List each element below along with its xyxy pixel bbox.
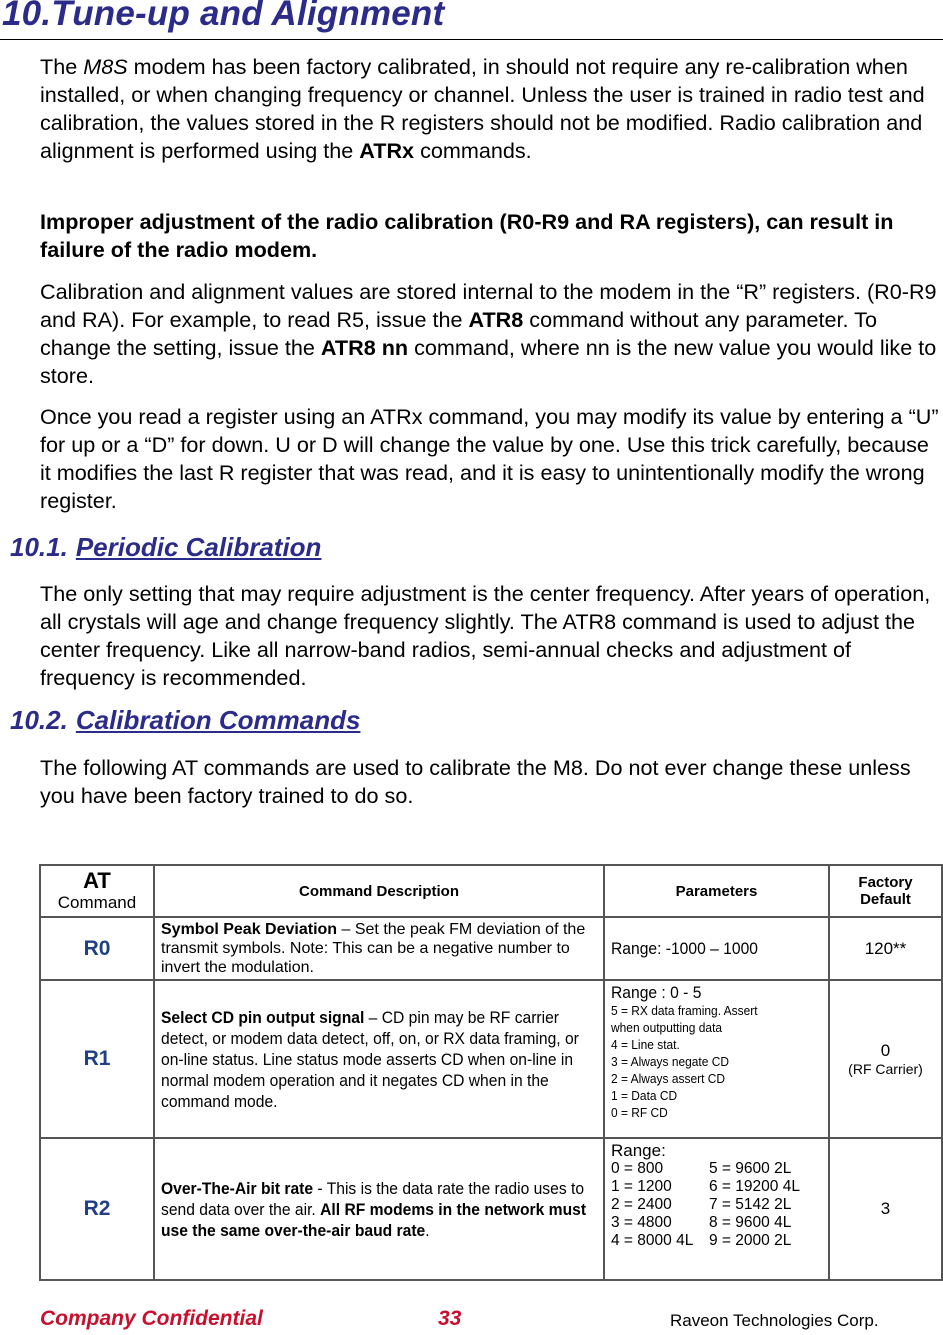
subsection-number: 10.2. (10, 705, 68, 735)
section-heading (0, 0, 943, 40)
table-row (40, 980, 942, 1138)
subsection-heading-1 (10, 532, 321, 563)
register-code: R1 (40, 980, 154, 1138)
subsection-heading-2 (10, 705, 360, 736)
header-parameters: Parameters (604, 865, 829, 917)
calibration-commands-text: The following AT commands are used to calibrate the M8. Do not ever change these unless you have been factory trained to do so. (40, 755, 911, 808)
intro-paragraph-4: Once you read a register using an ATRx command, you may modify its value by entering a “U” for up or a “D” for down. U or D will change the value by one. Use this trick carefully, because it modifies the last R register that was read, and it is easy to unintentionally modify the wrong register. (40, 404, 939, 513)
register-parameters: Range: -1000 – 1000 (604, 917, 829, 980)
command-atrx: ATRx (359, 138, 415, 163)
register-description: Over-The-Air bit rate - This is the data rate the radio uses to send data over the air. All RF modems in the network must use the same over-the-air baud rate. (154, 1138, 604, 1280)
table-row (40, 1138, 942, 1280)
header-factory-default: Factory Default (829, 865, 942, 917)
register-default: 0 (RF Carrier) (829, 980, 942, 1138)
footer-confidential: Company Confidential (40, 1307, 263, 1330)
periodic-calibration-text: The only setting that may require adjustment is the center frequency. After years of operation, all crystals will age and change frequency slightly. The ATR8 command is used to adjust the center frequency. Like all narrow-band radios, semi-annual checks and adjustment of frequency is recommended. (40, 581, 931, 690)
register-code: R2 (40, 1138, 154, 1280)
footer-company: Raveon Technologies Corp. (670, 1311, 879, 1330)
page-number: 33 (438, 1307, 462, 1330)
register-default: 120** (829, 917, 942, 980)
register-default: 3 (829, 1138, 942, 1280)
command-atr8-nn: ATR8 nn (320, 335, 409, 360)
register-description: Symbol Peak Deviation – Set the peak FM deviation of the transmit symbols. Note: This can be a negative number to invert the modulation. (154, 917, 604, 980)
model-name: M8S (83, 54, 128, 79)
page-footer (0, 1307, 943, 1335)
table-header-row (40, 865, 942, 917)
register-code: R0 (40, 917, 154, 980)
subsection-number: 10.1. (10, 532, 68, 562)
intro-paragraph-1: The M8S modem has been factory calibrated, in should not require any re-calibration when installed, or when changing frequency or channel. Unless the user is trained in radio test and calibration, the values stored in the R registers should not be modified. Radio calibration and alignment is performed using the ATRx commands. (40, 54, 925, 163)
register-parameters: Range: 0 = 800 5 = 9600 2L 1 = 1200 6 = 19200 4L 2 = 2400 7 = 5142 2L 3 = 4800 8 = 9600 4L 4 = 8000 4L 9 = 2000 2L (604, 1138, 829, 1280)
subsection-title: Periodic Calibration (75, 532, 322, 562)
header-at-command: AT Command (40, 865, 154, 917)
table-row (40, 917, 942, 980)
register-parameters: Range : 0 - 5 5 = RX data framing. Assert when outputting data 4 = Line stat. 3 = Always negate CD 2 = Always assert CD 1 = Data CD 0 = RF CD (604, 980, 829, 1138)
warning-paragraph: Improper adjustment of the radio calibration (R0-R9 and RA registers), can result in failure of the radio modem. (40, 209, 894, 262)
section-number: 10. (2, 0, 52, 33)
register-description: Select CD pin output signal – CD pin may be RF carrier detect, or modem data detect, off, on, or RX data framing, or on-line status. Line status mode asserts CD when on-line in normal modem operation and it negates CD when in the command mode. (154, 980, 604, 1138)
subsection-title: Calibration Commands (75, 705, 361, 735)
intro-paragraph-3: Calibration and alignment values are stored internal to the modem in the “R” registers. (R0-R9 and RA). For example, to read R5, issue the ATR8 command without any parameter. To change the setting, issue the ATR8 nn command, where nn is the new value you would like to store. (40, 279, 937, 388)
calibration-table (39, 864, 943, 1281)
header-description: Command Description (154, 865, 604, 917)
command-atr8: ATR8 (468, 307, 524, 332)
section-title: Tune-up and Alignment (51, 0, 445, 33)
